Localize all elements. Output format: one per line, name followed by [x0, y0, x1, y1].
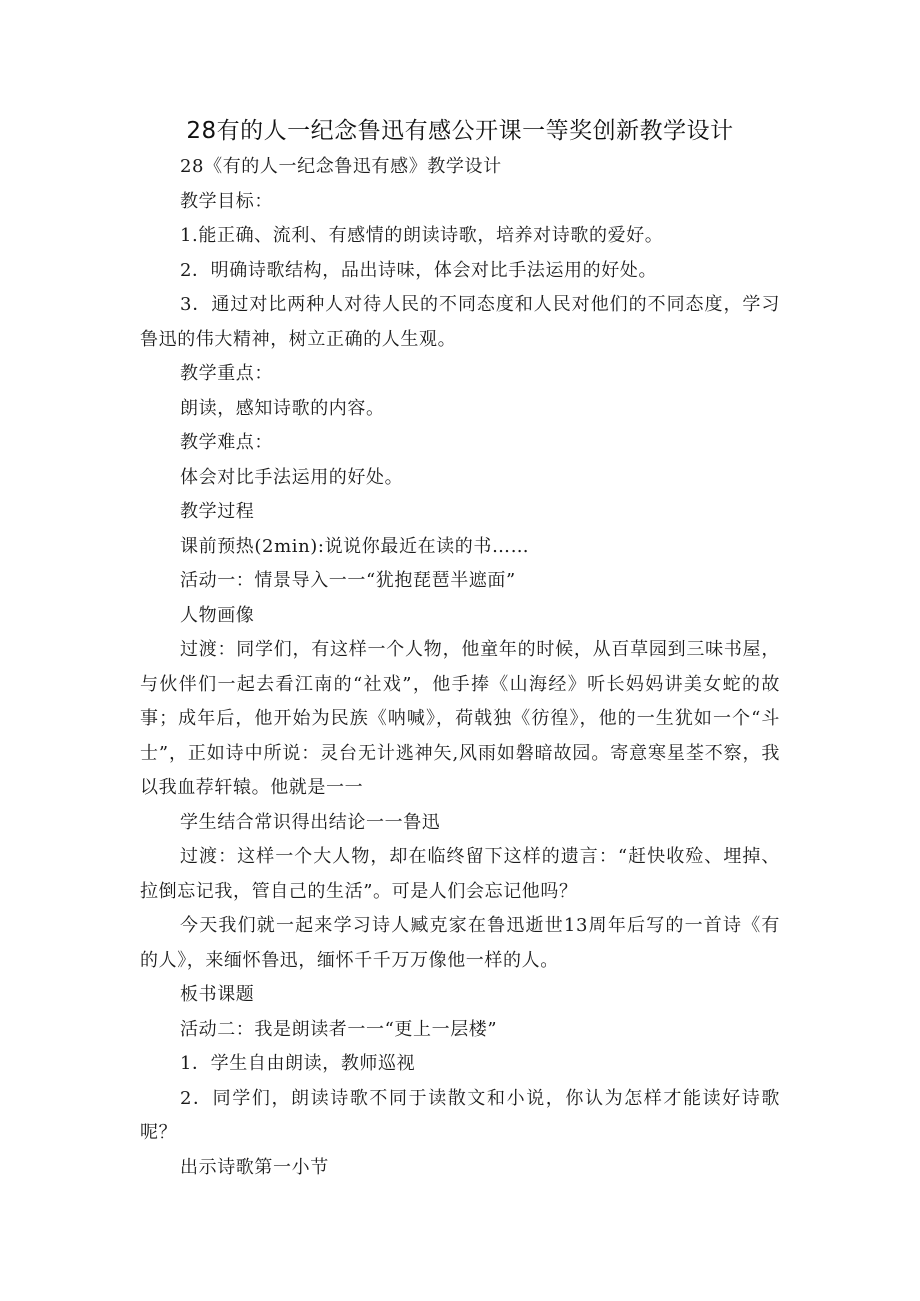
paragraph: 活动二：我是朗读者一一“更上一层楼” — [180, 1018, 498, 1040]
paragraph: 体会对比手法运用的好处。 — [180, 466, 404, 488]
paragraph: 2．同学们，朗读诗歌不同于读散文和小说，你认为怎样才能读好诗歌呢？ — [140, 1087, 780, 1143]
paragraph: 过渡：同学们，有这样一个人物，他童年的时候，从百草园到三味书屋，与伙伴们一起去看江南的“社戏”，他手捧《山海经》听长妈妈讲美女蛇的故事；成年后，他开始为民族《呐喊》，荷戟独《彷徨》，他的一生犹如一个“斗士”，正如诗中所说：灵台无计逃神矢,风雨如磐暗故园。寄意寒星荃不察，我以我血荐轩辕。他就是一一 — [140, 639, 780, 798]
paragraph: 朗读，感知诗歌的内容。 — [180, 397, 385, 419]
paragraph: 出示诗歌第一小节 — [180, 1156, 329, 1178]
paragraph: 教学过程 — [180, 501, 255, 522]
paragraph: 活动一：情景导入一一“犹抱琵琶半遮面” — [180, 570, 516, 591]
paragraph: 学生结合常识得出结论一一鲁迅 — [180, 811, 441, 833]
paragraph: 今天我们就一起来学习诗人臧克家在鲁迅逝世13周年后写的一首诗《有的人》，来缅怀鲁迅，缅怀千千万万像他一样的人。 — [140, 915, 780, 971]
paragraph: 过渡：这样一个大人物，却在临终留下这样的遗言：“赶快收殓、埋掉、拉倒忘记我，管自己的生活”。可是人们会忘记他吗？ — [140, 846, 780, 902]
paragraph: 教学难点： — [180, 432, 273, 453]
paragraph: 28《有的人一纪念鲁迅有感》教学设计 — [180, 156, 502, 177]
paragraph: 板书课题 — [180, 984, 255, 1005]
document-body — [140, 150, 780, 1185]
paragraph: 3．通过对比两种人对待人民的不同态度和人民对他们的不同态度，学习鲁迅的伟大精神，树立正确的人生观。 — [140, 294, 780, 350]
paragraph: 1．学生自由朗读，教师巡视 — [180, 1053, 416, 1074]
paragraph: 课前预热(2min):说说你最近在读的书…… — [180, 535, 530, 557]
paragraph: 人物画像 — [180, 604, 255, 626]
document-title: 28有的人一纪念鲁迅有感公开课一等奖创新教学设计 — [186, 118, 734, 144]
paragraph: 2．明确诗歌结构，品出诗味，体会对比手法运用的好处。 — [180, 259, 658, 281]
paragraph: 教学目标： — [180, 190, 273, 212]
paragraph: 1.能正确、流利、有感情的朗读诗歌，培养对诗歌的爱好。 — [180, 225, 664, 246]
paragraph: 教学重点： — [180, 363, 273, 384]
